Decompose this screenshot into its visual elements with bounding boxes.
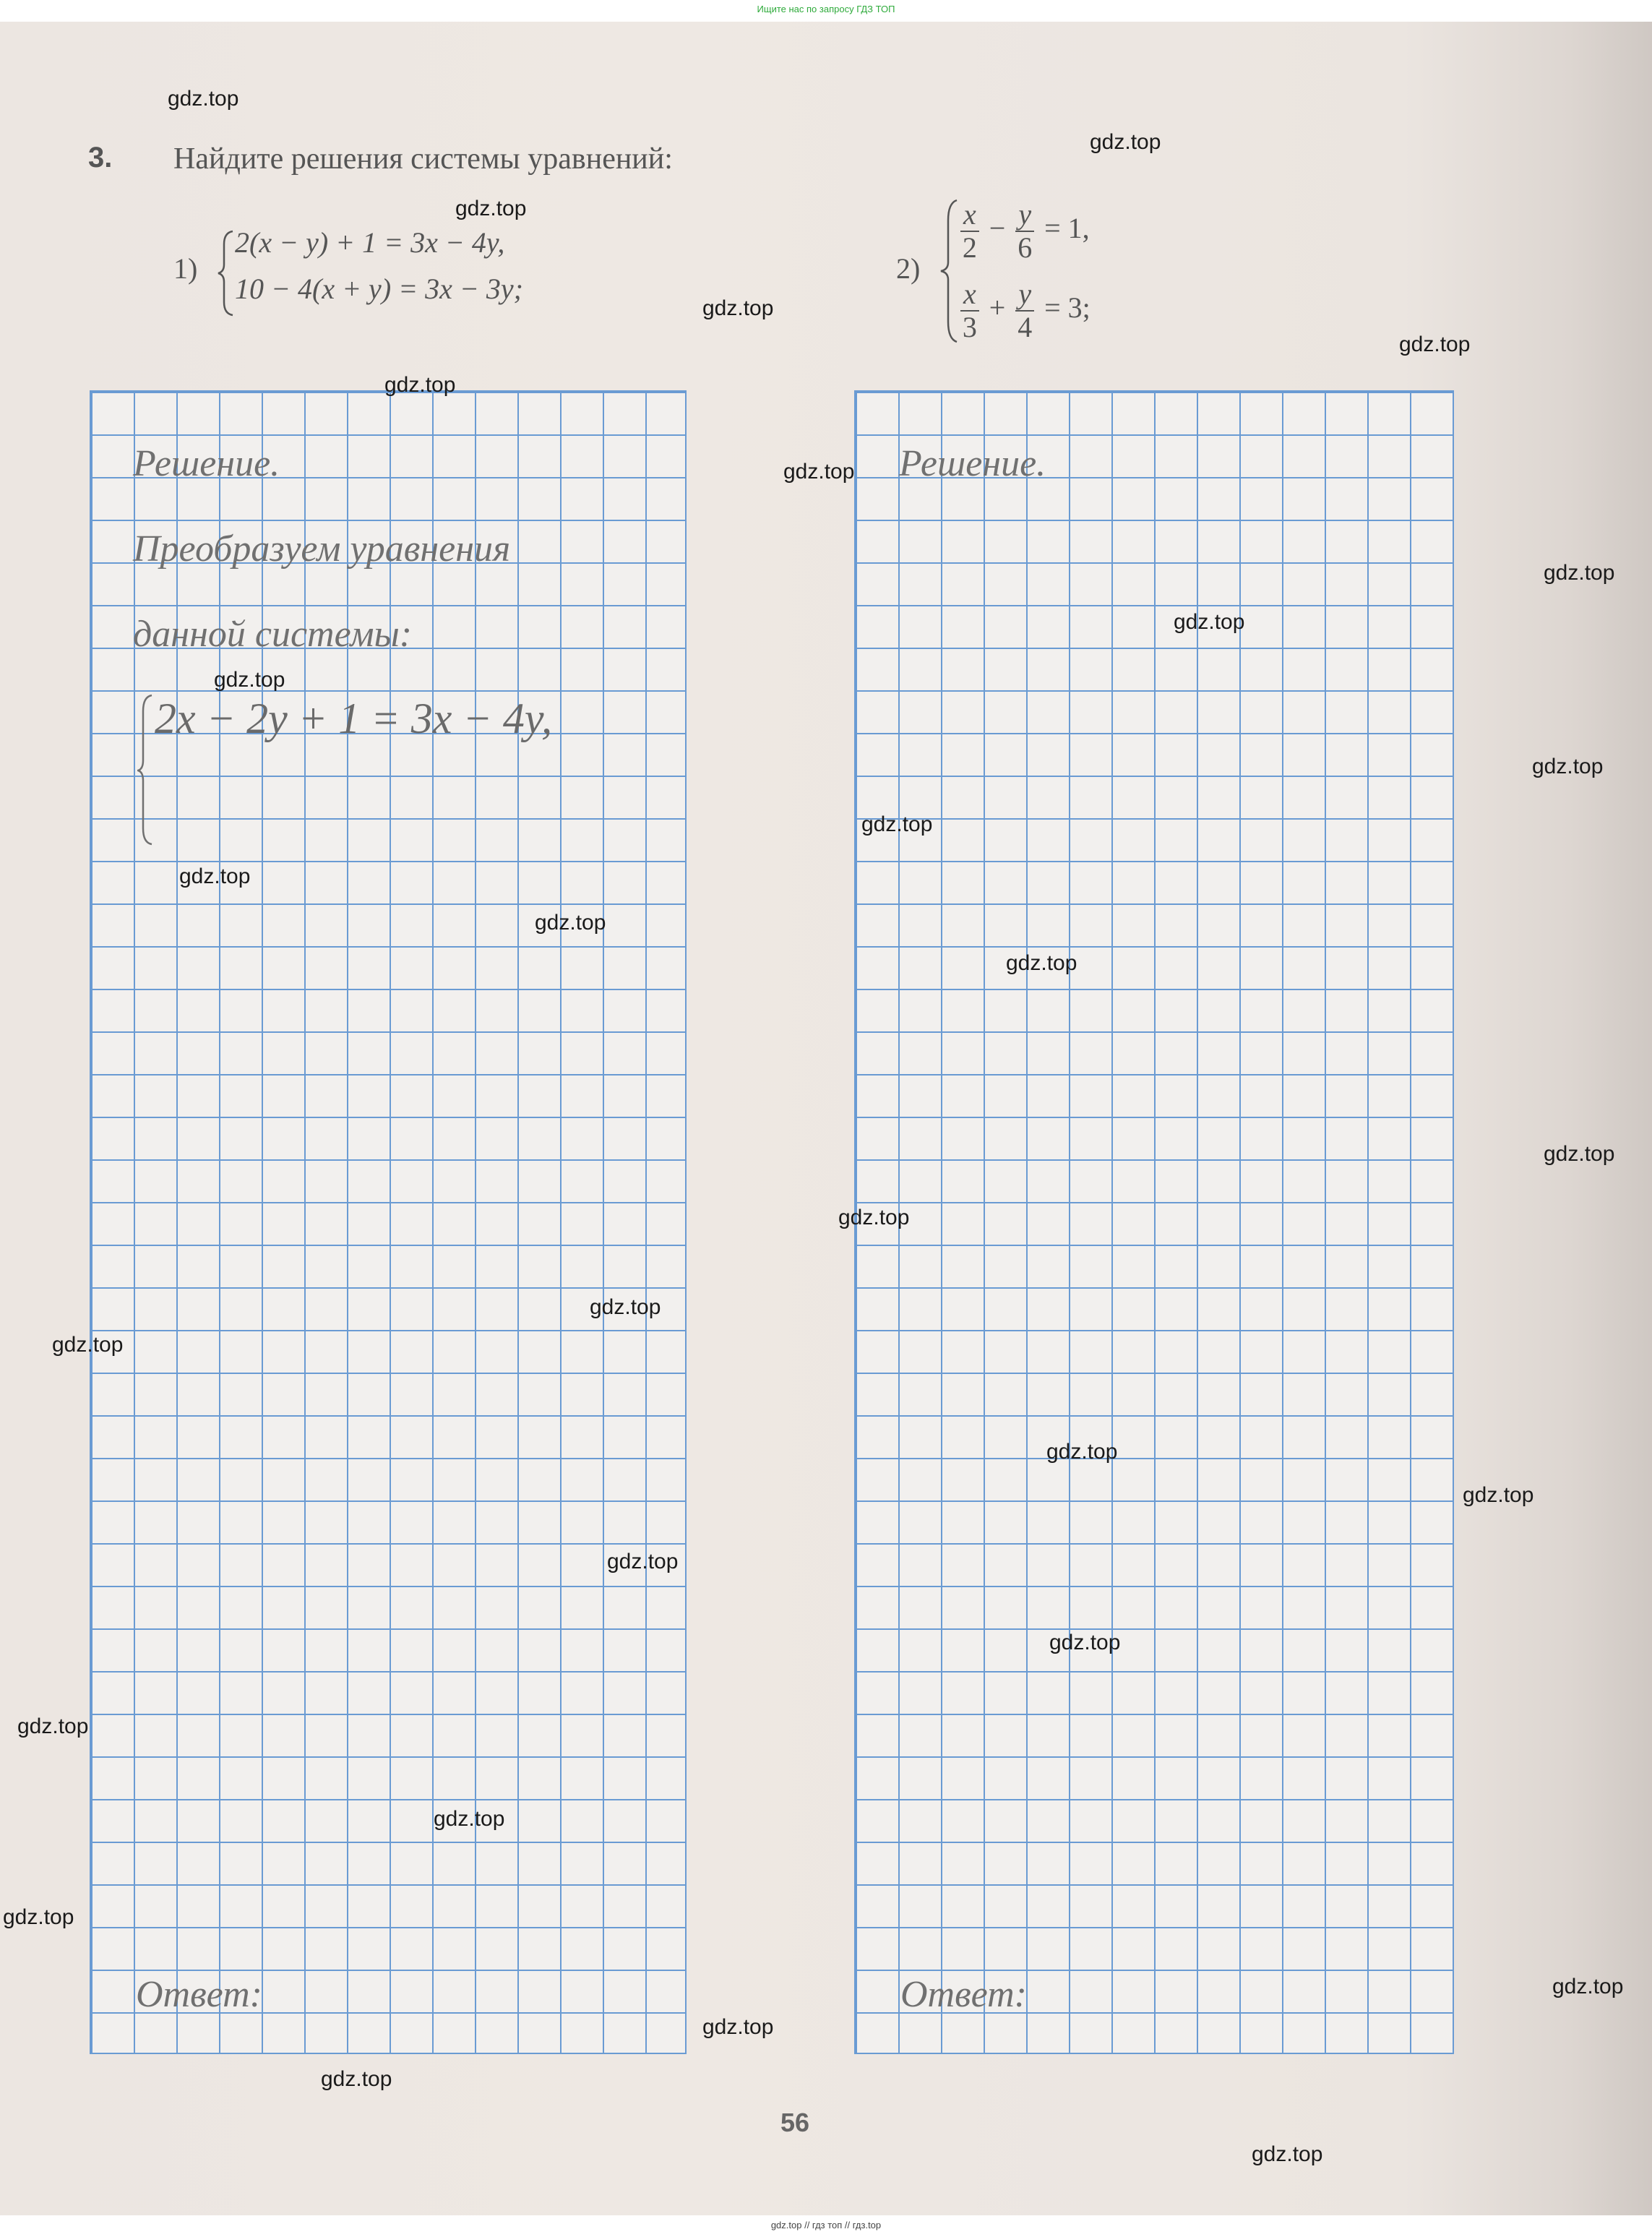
system1-equation2: 10 − 4(x + y) = 3x − 3y; <box>235 272 523 305</box>
watermark: gdz.top <box>455 197 527 220</box>
system2-label: 2) <box>896 252 921 285</box>
left-answer-label: Ответ: <box>136 1974 262 2015</box>
operator-plus: + <box>989 291 1006 325</box>
watermark: gdz.top <box>321 2067 392 2091</box>
system1-brace <box>217 230 236 317</box>
left-solution-label: Решение. <box>133 443 280 484</box>
watermark: gdz.top <box>179 864 251 888</box>
right-grid-sheet <box>854 390 1454 2054</box>
watermark: gdz.top <box>168 87 239 111</box>
system1-equation1: 2(x − y) + 1 = 3x − 4y, <box>235 226 505 259</box>
watermark: gdz.top <box>590 1295 661 1319</box>
watermark: gdz.top <box>702 2015 774 2039</box>
left-solution-line3: данной системы: <box>133 614 413 655</box>
watermark: gdz.top <box>838 1206 910 1229</box>
equation2-rhs: = 3; <box>1044 291 1090 325</box>
fraction-x-over-2: $\frac{x}{2}$ <box>960 199 979 264</box>
header-note: Ищите нас по запросу ГДЗ ТОП <box>757 4 895 14</box>
watermark: gdz.top <box>607 1550 679 1573</box>
system1-label: 1) <box>173 252 198 285</box>
watermark: gdz.top <box>1532 755 1604 778</box>
left-solution-line2: Преобразуем уравнения <box>133 528 511 570</box>
watermark: gdz.top <box>434 1807 505 1831</box>
watermark: gdz.top <box>52 1333 124 1357</box>
watermark: gdz.top <box>1252 2142 1323 2166</box>
watermark: gdz.top <box>1090 130 1161 154</box>
watermark: gdz.top <box>1552 1975 1624 1998</box>
fraction-y-over-6: $\frac{y}{6}$ <box>1015 199 1034 264</box>
system2-equation1 <box>958 199 1090 264</box>
watermark: gdz.top <box>3 1905 74 1929</box>
watermark: gdz.top <box>1006 951 1077 975</box>
watermark: gdz.top <box>861 812 933 836</box>
task-title: Найдите решения системы уравнений: <box>173 142 673 176</box>
watermark: gdz.top <box>17 1714 89 1738</box>
watermark: gdz.top <box>1544 1142 1615 1166</box>
task-number: 3. <box>88 142 113 173</box>
watermark: gdz.top <box>1049 1631 1121 1654</box>
system2-equation2 <box>958 278 1090 343</box>
equation1-rhs: = 1, <box>1044 212 1090 245</box>
fraction-y-over-4: $\frac{y}{4}$ <box>1015 278 1034 343</box>
watermark: gdz.top <box>1174 610 1245 634</box>
watermark: gdz.top <box>1463 1483 1534 1507</box>
watermark: gdz.top <box>1399 332 1471 356</box>
right-answer-label: Ответ: <box>900 1974 1027 2015</box>
fraction-x-over-3: $\frac{x}{3}$ <box>960 278 979 343</box>
left-system-brace <box>137 694 153 846</box>
watermark: gdz.top <box>1046 1440 1118 1464</box>
watermark: gdz.top <box>535 911 606 935</box>
footer-note: gdz.top // гдз топ // гдз.top <box>770 2220 882 2230</box>
watermark: gdz.top <box>783 460 855 484</box>
watermark: gdz.top <box>1544 561 1615 585</box>
page-number: 56 <box>780 2108 810 2137</box>
right-solution-label: Решение. <box>899 443 1046 484</box>
left-handwritten-equation: 2x − 2y + 1 = 3x − 4y, <box>155 695 553 742</box>
operator-minus: − <box>989 212 1006 245</box>
watermark: gdz.top <box>214 668 285 692</box>
watermark: gdz.top <box>384 373 456 397</box>
system2-brace <box>939 199 960 343</box>
watermark: gdz.top <box>702 296 774 320</box>
